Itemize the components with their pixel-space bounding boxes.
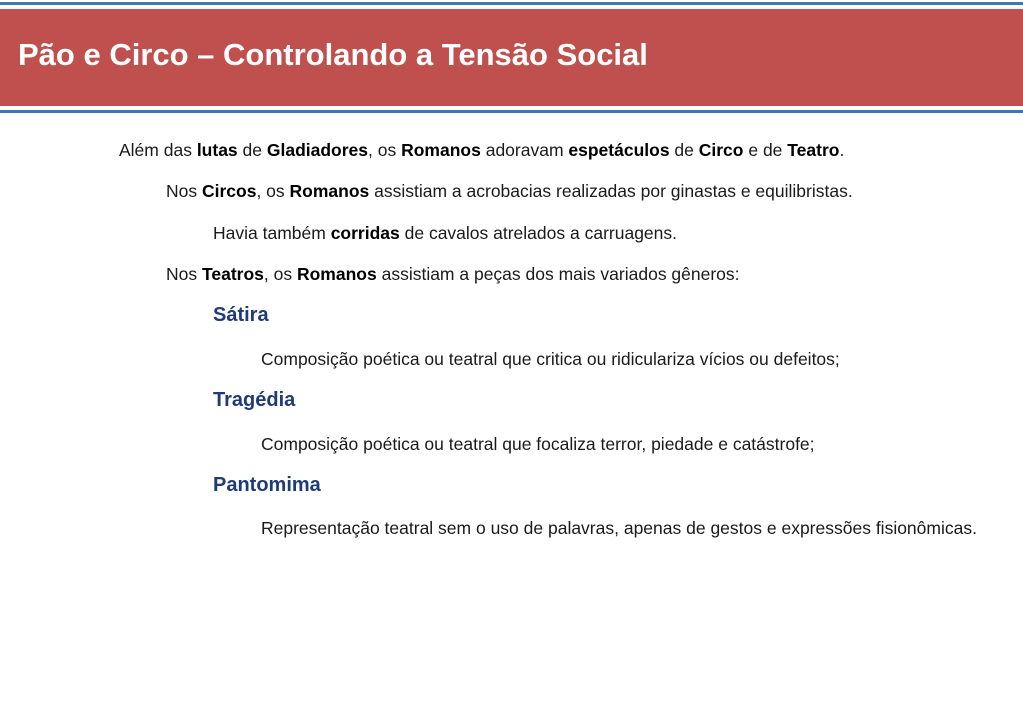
bullet-line-3: [213, 221, 677, 245]
text: Nos: [166, 264, 202, 284]
slide-title: Pão e Circo – Controlando a Tensão Social: [18, 37, 648, 72]
text: assistiam a peças dos mais variados gêneros:: [376, 264, 740, 284]
bullet-line-1: [119, 138, 844, 162]
emphasis: Teatros: [201, 264, 264, 284]
emphasis: Gladiadores: [266, 140, 369, 160]
text: assistiam a acrobacias realizadas por ginastas e equilibristas.: [369, 181, 853, 201]
emphasis: Romanos: [296, 264, 377, 284]
emphasis: corridas: [330, 223, 400, 243]
emphasis: Romanos: [401, 140, 481, 160]
genre-desc-tragedia: Composição poética ou teatral que focaliza terror, piedade e catástrofe;: [261, 434, 815, 454]
emphasis: Teatro: [787, 140, 840, 160]
genre-heading-tragedia: Tragédia: [213, 389, 296, 411]
text: Havia também: [213, 223, 331, 243]
text: , os: [256, 181, 290, 201]
genre-desc-pantomima: Representação teatral sem o uso de palavras, apenas de gestos e expressões fisionômicas.: [261, 518, 977, 538]
emphasis: espetáculos: [568, 140, 670, 160]
text: , os: [263, 264, 297, 284]
bottom-divider: [0, 110, 1023, 113]
top-divider: [0, 2, 1023, 5]
text: e de: [743, 140, 788, 160]
emphasis: lutas: [196, 140, 238, 160]
genre-heading-pantomima: Pantomima: [213, 474, 321, 496]
bullet-line-2: [166, 179, 853, 203]
text: adoravam: [480, 140, 569, 160]
text: de: [237, 140, 267, 160]
emphasis: Circos: [201, 181, 257, 201]
text: , os: [368, 140, 402, 160]
title-bar: [0, 8, 1023, 106]
text: .: [839, 140, 845, 160]
emphasis: Romanos: [289, 181, 370, 201]
bullet-line-4: [166, 262, 740, 286]
text: de: [669, 140, 699, 160]
text: Além das: [119, 140, 197, 160]
emphasis: Circo: [698, 140, 744, 160]
genre-heading-satira: Sátira: [213, 304, 269, 326]
genre-desc-satira: Composição poética ou teatral que critica ou ridiculariza vícios ou defeitos;: [261, 349, 840, 369]
text: Nos: [166, 181, 202, 201]
text: de cavalos atrelados a carruagens.: [399, 223, 677, 243]
